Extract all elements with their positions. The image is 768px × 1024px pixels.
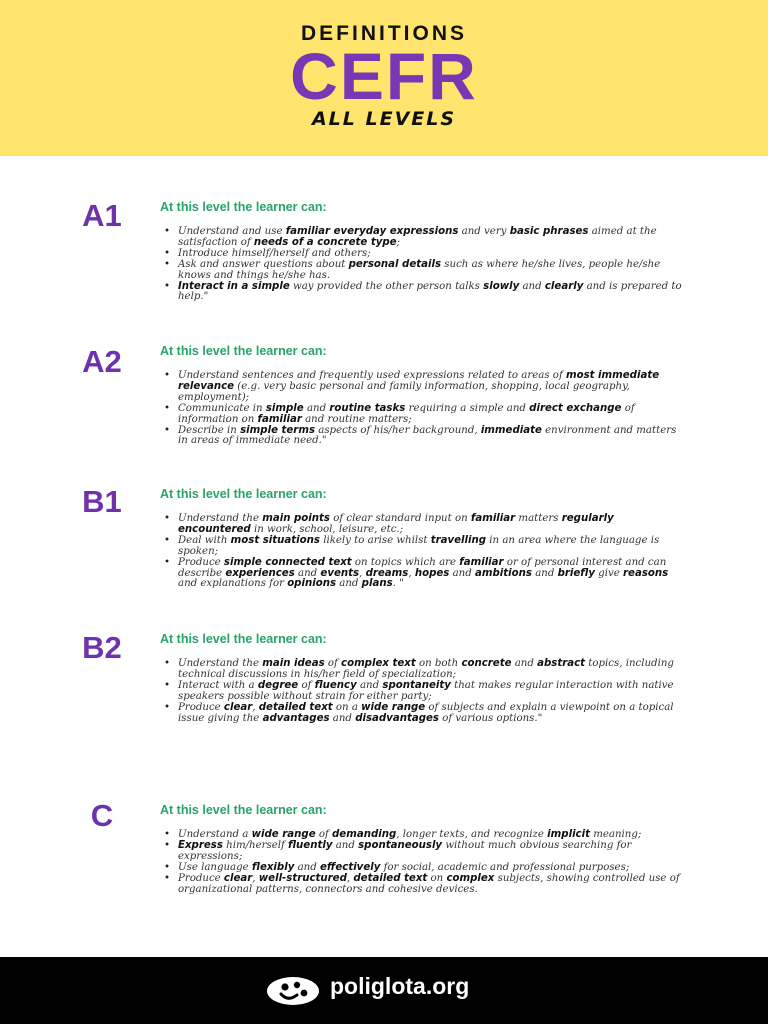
bullet-text: Interact with a: [178, 679, 258, 691]
level-lead: At this level the learner can:: [160, 487, 327, 501]
bullet-text: ,: [408, 567, 415, 579]
bullet-text: of: [324, 658, 342, 669]
bullet-emphasis: travelling: [430, 534, 487, 546]
bullet-emphasis: routine tasks: [329, 402, 406, 414]
bullet-emphasis: clear: [223, 701, 253, 713]
bullet-text: topics, including technical discussions in his/her field of specialization;: [178, 658, 674, 680]
bullet-emphasis: simple terms: [240, 424, 316, 436]
bullet-text: and very: [458, 226, 510, 237]
bullet-text: Understand and use: [178, 226, 286, 237]
bullet-emphasis: main ideas: [262, 658, 325, 669]
bullet-emphasis: most immediate relevance: [178, 370, 660, 392]
bullet-text: Understand sentences and frequently used expressions related to areas of: [178, 370, 566, 381]
bullet-text: for social, academic and professional purposes;: [380, 861, 630, 873]
bullet-text: ,: [252, 701, 259, 713]
bullet-text: Deal with: [178, 534, 231, 546]
bullet-emphasis: opinions: [287, 578, 337, 590]
bullet-emphasis: dreams: [365, 567, 409, 579]
bullet-emphasis: familiar: [257, 413, 302, 425]
bullet-emphasis: simple: [265, 402, 304, 414]
bullet-emphasis: regularly encountered: [178, 513, 614, 535]
footer-bar: [0, 957, 768, 1024]
level-lead: At this level the learner can:: [160, 803, 327, 817]
bullet-emphasis: demanding: [332, 829, 397, 840]
bullet-text: . ": [392, 578, 404, 590]
bullet-list: [162, 371, 682, 447]
level-section-a1: [0, 200, 768, 340]
bullet-list: [162, 227, 682, 303]
bullet-text: Communicate in: [178, 402, 266, 414]
bullet-text: subjects, showing controlled use of organizational patterns, connectors and cohesive devices.: [178, 872, 680, 895]
bullet-text: likely to arise whilst: [319, 534, 431, 546]
bullet-text: ,: [346, 872, 354, 884]
bullet-emphasis: clearly: [544, 280, 584, 292]
bullet-text: environment and matters in areas of immediate need.": [178, 424, 677, 447]
bullet-text: Understand a: [178, 829, 252, 840]
bullet-emphasis: implicit: [547, 829, 590, 840]
level-section-a2: [0, 344, 768, 484]
bullet-emphasis: spontaneity: [382, 679, 451, 691]
bullet-item: [162, 841, 682, 863]
bullet-emphasis: most situations: [230, 534, 320, 546]
bullet-emphasis: familiar: [459, 556, 504, 568]
bullet-item: [162, 514, 682, 536]
header-subtitle: ALL LEVELS: [311, 108, 457, 130]
bullet-text: on: [427, 872, 447, 884]
bullet-text: Understand the: [178, 658, 263, 669]
bullet-item: [162, 371, 682, 404]
bullet-emphasis: well-structured: [258, 872, 347, 884]
level-lead: At this level the learner can:: [160, 632, 327, 646]
bullet-emphasis: simple connected text: [223, 556, 352, 568]
bullet-emphasis: events: [320, 567, 360, 579]
bullet-text: requiring a simple and: [405, 402, 530, 414]
bullet-text: Produce: [178, 701, 224, 713]
header-definitions: DEFINITIONS: [300, 22, 467, 45]
bullet-text: and: [303, 402, 330, 414]
level-lead: At this level the learner can:: [160, 344, 327, 358]
bullet-text: on topics which are: [351, 556, 460, 568]
bullet-emphasis: hopes: [414, 567, 450, 579]
bullet-text: and: [519, 280, 545, 292]
bullet-text: and: [511, 658, 538, 669]
bullet-text: , longer texts, and recognize: [396, 829, 548, 840]
bullet-text: meaning;: [589, 829, 642, 840]
bullet-text: ;: [396, 236, 400, 248]
bullet-text: or of personal interest and can describe: [178, 556, 667, 579]
bullet-text: without much obvious searching for expressions;: [178, 839, 632, 862]
bullet-emphasis: Express: [178, 839, 223, 851]
bullet-emphasis: wide range: [251, 829, 316, 840]
bullet-item: [162, 536, 682, 558]
footer-site-link[interactable]: poliglota.org: [330, 973, 470, 999]
bullet-text: and: [336, 578, 362, 590]
bullet-text: on a: [332, 701, 362, 713]
header-banner: [0, 0, 768, 156]
bullet-text: and: [329, 712, 356, 724]
bullet-emphasis: advantages: [262, 712, 330, 724]
bullet-text: aspects of his/her background,: [315, 424, 481, 436]
bullet-item: [162, 227, 682, 249]
bullet-text: of: [315, 829, 333, 840]
bullet-emphasis: detailed text: [258, 701, 333, 713]
level-section-b2: [0, 632, 768, 772]
level-code: B1: [82, 484, 122, 519]
bullet-emphasis: complex: [446, 872, 495, 884]
bullet-emphasis: needs of a concrete type: [253, 236, 397, 248]
bullet-item: [162, 681, 682, 703]
bullet-text: of clear standard input on: [329, 513, 471, 524]
bullet-text: ,: [359, 567, 366, 579]
bullet-text: in work, school, leisure, etc.;: [250, 523, 404, 535]
bullet-emphasis: direct exchange: [529, 402, 622, 414]
bullet-text: and: [332, 839, 359, 851]
bullet-emphasis: personal details: [348, 258, 442, 270]
bullet-emphasis: complex text: [341, 658, 416, 669]
bullet-text: such as where he/she lives, people he/she knows and things he/she has.: [178, 258, 661, 281]
bullet-text: (e.g. very basic personal and family information, shopping, local geography, employment);: [178, 380, 630, 403]
bullet-emphasis: main points: [262, 513, 330, 524]
bullet-text: and: [531, 567, 558, 579]
bullet-emphasis: basic phrases: [509, 226, 589, 237]
bullet-text: in an area where the language is spoken;: [178, 534, 660, 557]
bullet-emphasis: disadvantages: [355, 712, 439, 724]
bullet-item: [162, 558, 682, 591]
bullet-text: and: [294, 861, 320, 873]
level-code: A1: [82, 198, 122, 233]
level-code: C: [90, 798, 114, 833]
bullet-emphasis: ambitions: [475, 567, 532, 579]
bullet-emphasis: effectively: [319, 861, 381, 873]
bullet-emphasis: briefly: [557, 567, 595, 579]
bullet-text: of subjects and explain a viewpoint on a topical issue giving the: [178, 701, 674, 724]
page-title: CEFR: [290, 39, 478, 113]
bullet-list: [162, 659, 682, 724]
level-lead: At this level the learner can:: [160, 200, 327, 214]
bullet-emphasis: familiar everyday expressions: [285, 226, 459, 237]
bullet-emphasis: experiences: [225, 567, 295, 579]
bullet-item: [162, 282, 682, 304]
bullet-item: [162, 404, 682, 426]
bullet-text: Ask and answer questions about: [178, 258, 349, 270]
bullet-text: on both: [415, 658, 462, 669]
level-code: B2: [82, 630, 122, 665]
bullet-text: aimed at the satisfaction of: [178, 226, 657, 248]
bullet-emphasis: slowly: [483, 280, 520, 292]
bullet-text: matters: [515, 513, 562, 524]
bullet-text: and explanations for: [178, 578, 288, 590]
bullet-emphasis: Interact in a simple: [178, 280, 290, 292]
bullet-text: and: [356, 679, 383, 691]
bullet-item: [162, 659, 682, 681]
bullet-emphasis: reasons: [623, 567, 669, 579]
poliglota-logo-icon: [266, 976, 320, 1006]
bullet-item: [162, 426, 682, 448]
level-code: A2: [82, 344, 122, 379]
bullet-emphasis: clear: [223, 872, 253, 884]
bullet-list: [162, 514, 682, 590]
bullet-list: [162, 830, 682, 895]
bullet-emphasis: detailed text: [353, 872, 428, 884]
bullet-text: and: [294, 567, 321, 579]
bullet-text: and routine matters;: [301, 413, 412, 425]
bullet-text: Use language: [178, 861, 252, 873]
bullet-emphasis: abstract: [537, 658, 586, 669]
bullet-item: [162, 260, 682, 282]
bullet-text: Describe in: [178, 424, 241, 436]
level-section-b1: [0, 484, 768, 627]
level-section-c: [0, 798, 768, 943]
bullet-emphasis: familiar: [470, 513, 516, 524]
bullet-text: of various options.": [438, 712, 543, 724]
bullet-emphasis: flexibly: [251, 861, 295, 873]
bullet-text: ,: [252, 872, 259, 884]
bullet-text: give: [594, 567, 624, 579]
bullet-text: of: [298, 679, 315, 691]
bullet-item: [162, 874, 682, 896]
bullet-emphasis: fluently: [288, 839, 333, 851]
bullet-text: him/herself: [222, 839, 289, 851]
bullet-text: and: [449, 567, 475, 579]
bullet-text: Introduce himself/herself and others;: [178, 247, 371, 259]
bullet-emphasis: immediate: [480, 424, 542, 436]
bullet-emphasis: wide range: [361, 701, 426, 713]
bullet-item: [162, 703, 682, 725]
bullet-text: and is prepared to help.": [178, 280, 682, 303]
bullet-emphasis: spontaneously: [358, 839, 443, 851]
bullet-text: Understand the: [178, 513, 263, 524]
bullet-text: way provided the other person talks: [289, 280, 484, 292]
bullet-emphasis: plans: [361, 578, 393, 590]
bullet-emphasis: degree: [257, 679, 299, 691]
bullet-emphasis: fluency: [314, 679, 357, 691]
bullet-text: that makes regular interaction with native speakers possible without strain for either party;: [178, 679, 674, 702]
bullet-text: Produce: [178, 556, 224, 568]
bullet-text: Produce: [178, 872, 224, 884]
bullet-text: of information on: [178, 402, 635, 425]
bullet-emphasis: concrete: [461, 658, 512, 669]
